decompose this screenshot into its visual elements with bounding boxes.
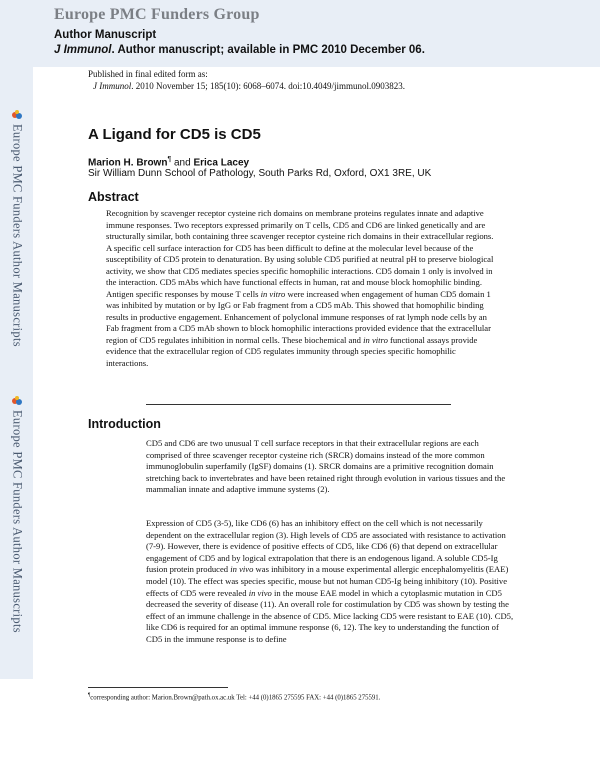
paragraph-italic: in vivo [248, 587, 272, 598]
intro-paragraph [146, 518, 516, 646]
footnote [88, 693, 380, 701]
citation-details: . 2010 November 15; 185(10): 6068–6074. doi:10.4049/jimmunol.0903823. [131, 81, 405, 91]
citation-journal: J Immunol [93, 81, 132, 91]
author-name: Marion H. Brown [88, 157, 168, 169]
paragraph-text-part: Expression of CD5 (3-5), like CD6 (6) has an inhibitory effect on the cell which is not necessarily dependent on the extracellular region (3). High levels of CD5 are associated with resistance to activation (7-9). However, there is evidence of positive effects of CD5, like CD6 (6) that depend on extracellular engagement of CD5 and by logical extrapolation that there is an endogenous ligand. A soluble CD5-Ig fusion protein produced [146, 518, 506, 575]
abstract-text-part: Recognition by scavenger receptor cysteine rich domains on membrane proteins regulates innate and adaptive immune responses. Two receptors expressed primarily on T cells, CD5 and CD6 are linked genetically and are structurally similar, both containing three scavenger receptor cysteine rich domains in their extracellular regions. A specific cell surface interaction for CD5 has been difficult to define at the molecular level because of the susceptibility of CD5 protein to denaturation. By using soluble CD5 purified at neutral pH to preserve biological activity, we show that CD5 mediates species specific homophilic interactions. CD5 domain 1 only is involved in the interaction. CD5 mAbs which have functional effects in human, rat and mouse block homophilic binding. Antigen specific responses by mouse T cells [106, 208, 494, 299]
corresponding-mark: ¶ [167, 156, 172, 163]
journal-availability [54, 44, 425, 56]
author-separator: and [171, 157, 194, 169]
europe-pmc-logo-icon [12, 110, 22, 120]
abstract-divider [146, 404, 451, 405]
article-title: A Ligand for CD5 is CD5 [88, 126, 261, 143]
intro-paragraph: CD5 and CD6 are two unusual T cell surface receptors in that their extracellular regions are each comprised of three scavenger receptor cysteine rich (SRCR) domains instead of the more common immunoglobulin superfamily (IgSF) domains (1). SRCR domains are a primitive recognition domain stretching back to invertebrates and have been retained right through evolution in various tissues and the mammalian innate and adaptive immune systems (2). [146, 438, 506, 495]
sidebar-label-text: Europe PMC Funders Author Manuscripts [10, 124, 25, 347]
introduction-heading: Introduction [88, 417, 161, 431]
journal-name: J Immunol [54, 44, 112, 56]
funders-header [0, 0, 600, 67]
affiliation: Sir William Dunn School of Pathology, South Parks Rd, Oxford, OX1 3RE, UK [88, 168, 432, 179]
abstract-italic: in vitro [260, 288, 286, 299]
sidebar-label-text: Europe PMC Funders Author Manuscripts [10, 410, 25, 633]
paragraph-italic: in vivo [230, 564, 254, 575]
sidebar-label-top [2, 110, 32, 347]
author-list [88, 156, 249, 168]
abstract-text-part: functional assays provide evidence that the extracellular region of CD5 regulates immunity through species specific homophilic interactions. [106, 334, 478, 368]
footnote-text: corresponding author: Marion.Brown@path.ox.ac.uk Tel: +44 (0)1865 275595 FAX: +44 (0)1865 275591. [90, 694, 381, 702]
published-line: Published in final edited form as: [88, 69, 208, 79]
paragraph-text-part: in the mouse EAE model in which a cytoplasmic mutation in CD5 decreased the severity of disease (11). An overall role for costimulation by CD5 was shown by testing the effect of an immune challenge in the absence of CD5. Mice lacking CD5 were resistant to EAE (10). CD5, like CD6 is required for an optimal immune response (6, 12). The key to understanding the function of CD5 in the immune response is to define [146, 587, 514, 644]
footnote-mark: ¶ [88, 693, 91, 698]
author-name: Erica Lacey [193, 157, 250, 169]
sidebar-label-bottom [2, 396, 32, 633]
funders-group-title: Europe PMC Funders Group [54, 6, 260, 23]
availability-text: . Author manuscript; available in PMC 2010 December 06. [111, 44, 425, 56]
footnote-divider [88, 687, 228, 688]
abstract-italic: in vitro [363, 334, 388, 345]
abstract-heading: Abstract [88, 190, 139, 204]
abstract-text [106, 208, 494, 369]
europe-pmc-logo-icon [12, 396, 22, 406]
abstract-text-part: were increased when engagement of human CD5 domain 1 was inhibited by mutation or by IgG or Fab fragment from a CD5 mAb. This showed that homophilic binding results in productive engagement. Enhancement of polyclonal immune responses of rat lymph node cells by an Fab fragment from a CD5 mAb shown to block homophilic interactions provided evidence that the extracellular region of CD5 regulates inhibition in normal cells. These biochemical and [106, 288, 491, 345]
citation [88, 80, 405, 92]
author-manuscript-label: Author Manuscript [54, 29, 157, 41]
publication-info [88, 68, 405, 92]
paragraph-text-part: was inhibitory in a mouse experimental allergic encephalomyelitis (EAE) model (10). The effect was species specific, mouse but not human CD5-Ig being inhibitory (10). Positive effects of CD5 were revealed [146, 564, 509, 598]
